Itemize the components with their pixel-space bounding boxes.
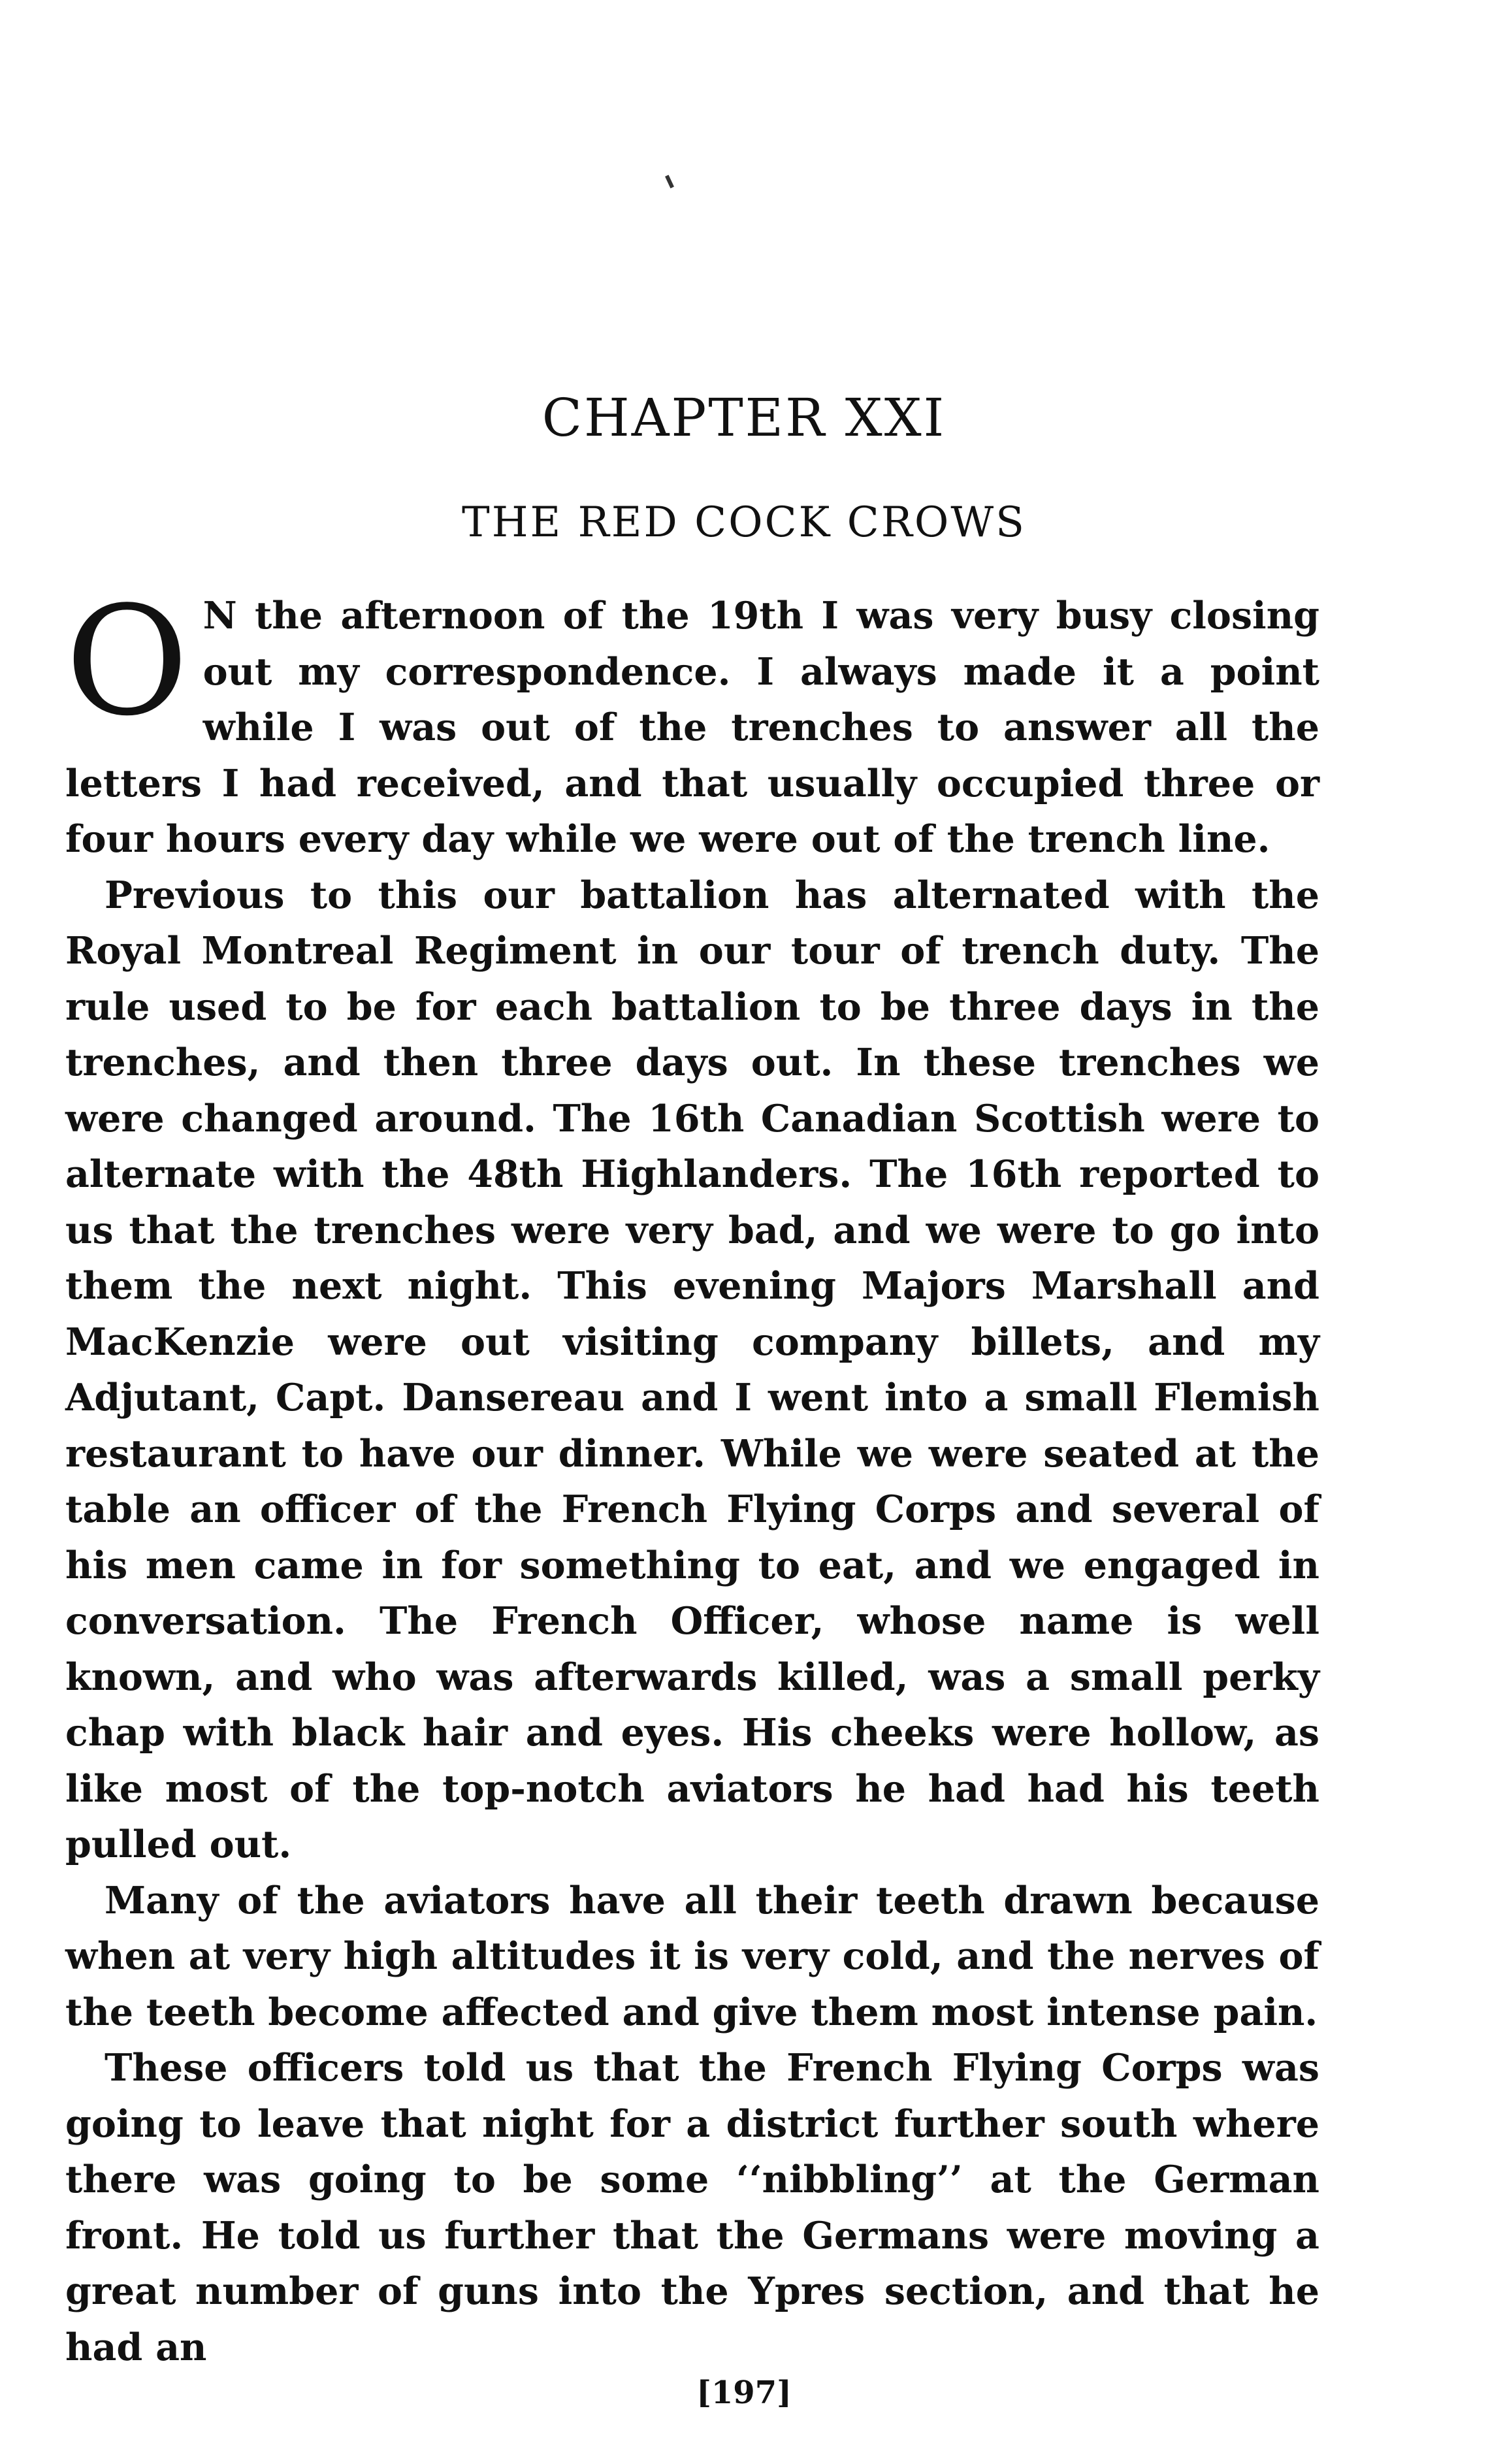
paragraph-4: These officers told us that the French Flying Corps was going to leave that night for a district further south where there was going to be some ‘‘nibbling’’ at the German front. He told us further that the Germans were moving a great number of guns into the Ypres section, and that he had an bbox=[65, 2046, 1319, 2369]
paragraph-1-text: N the afternoon of the 19th I was very busy closing out my correspondence. I always made it a point while I was out of the trenches to answer all the letters I had received, and that usually occupied three or four hours every day while we were out of the trench line. bbox=[65, 594, 1319, 861]
chapter-subtitle: THE RED COCK CROWS bbox=[462, 498, 1026, 547]
stray-ink-mark bbox=[665, 175, 674, 189]
paragraph-3: Many of the aviators have all their teeth drawn because when at very high altitudes it is very cold, and the nerves of the teeth become affected and give them most intense pain. bbox=[65, 1878, 1319, 2034]
chapter-body bbox=[65, 575, 1319, 2375]
chapter-title: CHAPTER XXI bbox=[542, 387, 946, 448]
page-number: [197] bbox=[696, 2375, 792, 2411]
drop-cap: O bbox=[65, 575, 189, 749]
paragraph-1 bbox=[65, 575, 1319, 867]
paragraph-2: Previous to this our battalion has alternated with the Royal Montreal Regiment in our tour of trench duty. The rule used to be for each battalion to be three days in the trenches, and then three days out. In these trenches we were changed around. The 16th Canadian Scottish were to alternate with the 48th Highlanders. The 16th reported to us that the trenches were very bad, and we were to go into them the next night. This evening Majors Marshall and MacKenzie were out visiting company billets, and my Adjutant, Capt. Dansereau and I went into a small Flemish restaurant to have our dinner. While we were seated at the table an officer of the French Flying Corps and several of his men came in for something to eat, and we engaged in conversation. The French Officer, whose name is well known, and who was afterwards killed, was a small perky chap with black hair and eyes. His cheeks were hollow, as like most of the top-notch aviators he had had his teeth pulled out. bbox=[65, 873, 1319, 1866]
